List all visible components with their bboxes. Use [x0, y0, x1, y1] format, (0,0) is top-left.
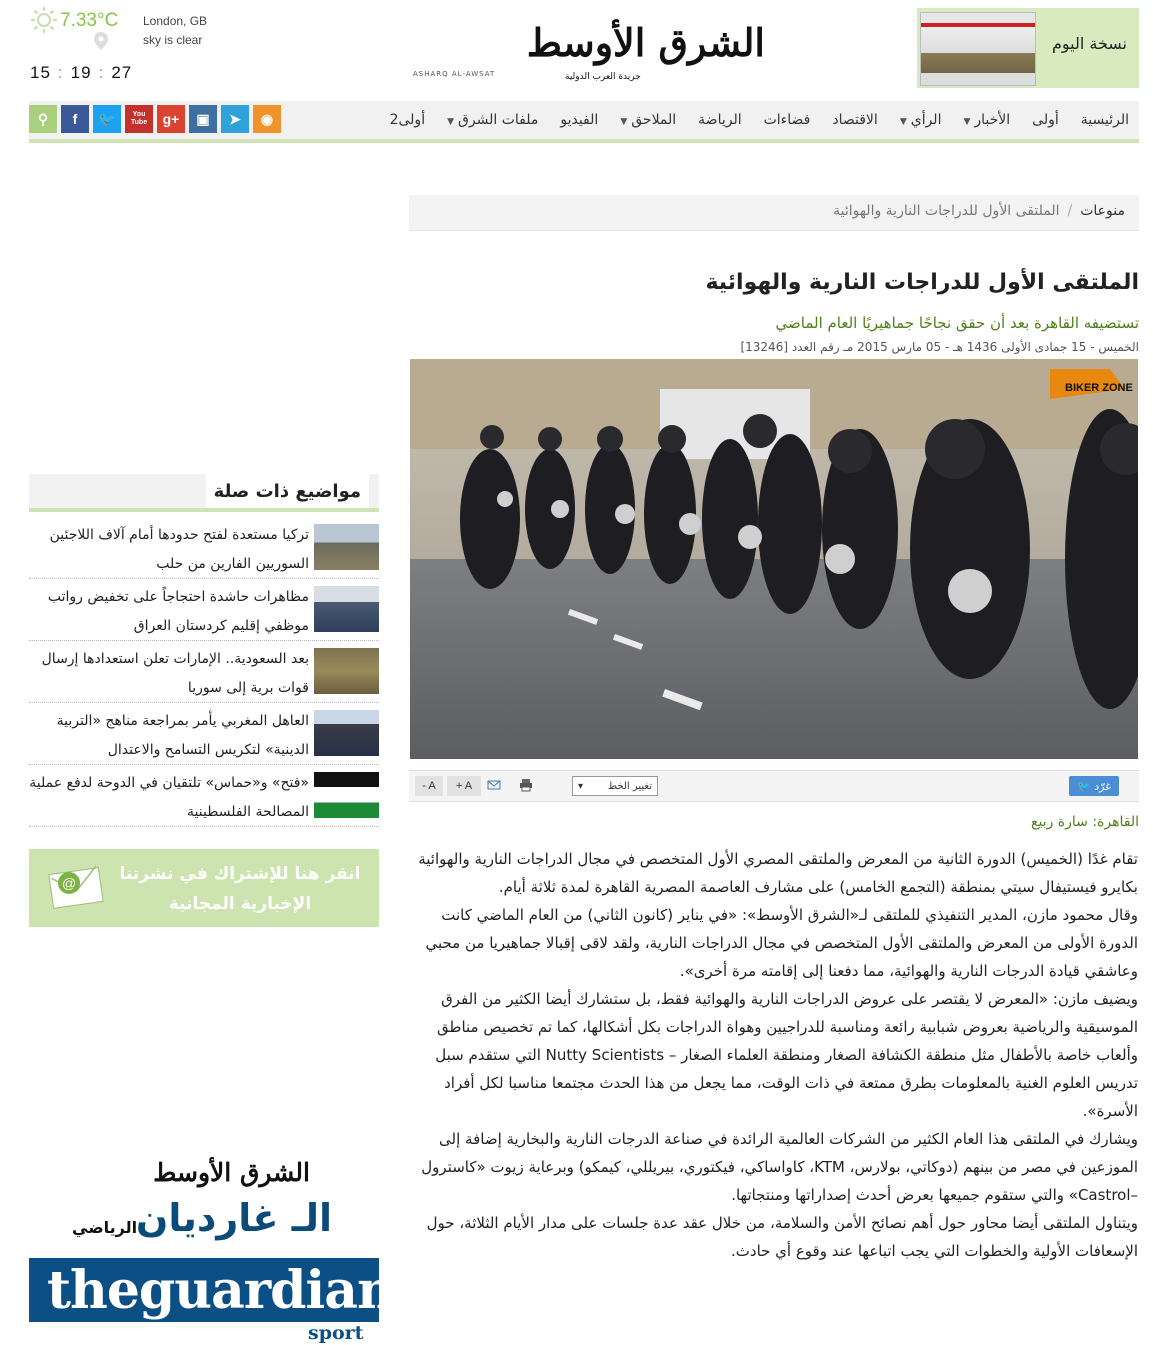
- nav-item-3[interactable]: [900, 112, 942, 128]
- email-icon[interactable]: [487, 778, 501, 792]
- nav-item-label: فضاءات: [763, 112, 811, 128]
- guardian-banner[interactable]: [29, 1258, 394, 1322]
- nav-item-label: الرأي: [910, 112, 942, 128]
- article-paragraph: ويتناول الملتقى أيضا محاور حول أهم نصائح الأمن والسلامة، من خلال عقد عدة جلسات على مدار الأيام الثلاثة، حول الإسعافات الأولية والخطوات التي يجب اتباعها عند وقوع أي حادث.: [426, 1214, 1138, 1260]
- related-item[interactable]: [29, 704, 379, 765]
- related-thumbnail: [314, 586, 379, 632]
- font-increase-button[interactable]: + A: [447, 776, 481, 796]
- nav-item-label: ملفات الشرق: [458, 112, 539, 128]
- clock-minutes: 19: [70, 63, 92, 82]
- location-pin-icon: [94, 32, 108, 50]
- edition-label: نسخة اليوم: [1051, 34, 1127, 53]
- font-select-label: تغيير الخط: [607, 780, 652, 792]
- tweet-label: غرّد: [1094, 779, 1111, 793]
- guardian-title-en: theguardian: [47, 1260, 394, 1321]
- article-paragraph: تقام غدًا (الخميس) الدورة الثانية من المعرض والملتقى المصري الأول المتخصص في مجال الدراجات النارية والهوائية بكايرو فيستيفال سيتي بمنطقة (التجمع الخامس) على مشارف العاصمة المصرية القاهرة لمدة ثلاثة أيام.: [418, 850, 1138, 896]
- article-paragraph: وقال محمود مازن، المدير التنفيذي للملتقى لـ«الشرق الأوسط»: «في يناير (كانون الثاني) من العام الماضي كانت الدورة الأولى من المعرض والملتقى الأول المتخصص في مجال الدراجات النارية، ولقد لاقى إقبالا جماهيريا من محبي وعاشقي قيادة الدرجات النارية والهوائية، مما دفعنا إلى إقامته مرة أخرى».: [425, 906, 1138, 980]
- article-dateline: الخميس - 15 جمادى الأولى 1436 هـ - 05 مارس 2015 مـ رقم العدد [13246]: [740, 340, 1139, 354]
- related-list: [29, 518, 379, 828]
- logo-arabic: الشرق الأوسط: [526, 20, 765, 65]
- related-title: «فتح» و«حماس» تلتقيان في الدوحة لدفع عملية المصالحة الفلسطينية: [29, 775, 309, 820]
- logo-tagline: جريدة العرب الدولية: [565, 72, 641, 82]
- nav-item-label: الملاحق: [631, 112, 677, 128]
- guardian-arabic-title: [72, 1196, 332, 1256]
- twitter-icon[interactable]: 🐦: [93, 105, 121, 133]
- breadcrumb-section[interactable]: منوعات: [1080, 203, 1125, 219]
- font-select[interactable]: [572, 776, 658, 796]
- related-item[interactable]: [29, 642, 379, 703]
- caret-down-icon: ▼: [899, 117, 907, 127]
- nav-item-10[interactable]: [390, 112, 426, 128]
- nav-item-label: الفيديو: [560, 112, 599, 128]
- search-icon[interactable]: ⚲: [29, 105, 57, 133]
- sun-icon: [30, 6, 58, 34]
- related-thumbnail: [314, 524, 379, 570]
- nav-items: [368, 101, 1129, 139]
- rss-icon[interactable]: ◉: [253, 105, 281, 133]
- related-item[interactable]: [29, 518, 379, 579]
- guardian-sport-en: sport: [308, 1322, 364, 1344]
- logo-english: ASHARQ AL-AWSAT: [413, 70, 496, 78]
- nav-item-label: أولى: [1032, 112, 1059, 128]
- nav-item-label: الأخبار: [974, 112, 1011, 128]
- article-toolbar: [409, 770, 1139, 802]
- nav-item-label: أولى2: [389, 112, 426, 128]
- nav-item-label: الرياضة: [698, 112, 742, 128]
- clock-hours: 15: [30, 63, 51, 82]
- nav-item-6[interactable]: [698, 112, 741, 128]
- social-buttons: [29, 105, 281, 133]
- related-thumbnail: [314, 710, 379, 756]
- nav-item-7[interactable]: [620, 112, 676, 128]
- newsletter-text: انقر هنا للإشتراك في نشرتنا الإخبارية المجانية: [119, 864, 361, 914]
- weather-city: London, GB: [143, 14, 208, 28]
- related-thumbnail: [314, 772, 379, 818]
- print-icon[interactable]: [519, 778, 533, 792]
- related-title: مظاهرات حاشدة احتجاجاً على تخفيض رواتب موظفي إقليم كردستان العراق: [47, 589, 309, 634]
- site-logo[interactable]: [405, 20, 765, 84]
- guardian-partner-logo[interactable]: [100, 1158, 310, 1194]
- nav-item-4[interactable]: [832, 112, 877, 128]
- clock: 15 : 19 : 27: [30, 63, 133, 82]
- related-item[interactable]: [29, 766, 379, 827]
- todays-edition[interactable]: [917, 8, 1139, 88]
- nav-item-0[interactable]: [1081, 112, 1129, 128]
- svg-text:@: @: [62, 875, 77, 891]
- twitter-bird-icon: 🐦: [1077, 779, 1091, 793]
- nav-item-label: الرئيسية: [1080, 112, 1129, 128]
- nav-item-label: الاقتصاد: [832, 112, 878, 128]
- instagram-icon[interactable]: ▣: [189, 105, 217, 133]
- article-body: [412, 845, 1138, 1265]
- caret-down-icon: ▼: [963, 117, 971, 127]
- related-title: العاهل المغربي يأمر بمراجعة مناهج «التربية الدينية» لتكريس التسامح والاعتدال: [56, 713, 309, 758]
- googleplus-icon[interactable]: g+: [157, 105, 185, 133]
- telegram-icon[interactable]: ➤: [221, 105, 249, 133]
- related-heading-bar: [29, 474, 379, 512]
- envelope-icon: [47, 861, 105, 913]
- photo-badge: BIKER ZONE: [1065, 382, 1133, 394]
- weather-condition: sky is clear: [143, 33, 203, 47]
- related-title: بعد السعودية.. الإمارات تعلن استعدادها إرسال قوات برية إلى سوريا: [41, 651, 309, 696]
- nav-item-5[interactable]: [764, 112, 811, 128]
- partner-logo-arabic: الشرق الأوسط: [153, 1158, 310, 1187]
- chevron-down-icon: ▾: [578, 780, 584, 792]
- facebook-icon[interactable]: f: [61, 105, 89, 133]
- article-subtitle: تستضيفه القاهرة بعد أن حقق نجاحًا جماهيريًا العام الماضي: [775, 314, 1139, 332]
- caret-down-icon: ▼: [447, 117, 455, 127]
- main-nav: [29, 101, 1139, 143]
- tweet-button[interactable]: [1069, 776, 1119, 796]
- clock-seconds: 27: [111, 63, 133, 82]
- temperature: 7.33°C: [60, 10, 119, 31]
- breadcrumb: [409, 195, 1139, 231]
- font-decrease-button[interactable]: - A: [415, 776, 443, 796]
- motorcycle-riders-image: [410, 359, 1138, 759]
- breadcrumb-current: الملتقى الأول للدراجات النارية والهوائية: [833, 203, 1060, 219]
- nav-item-8[interactable]: [560, 112, 598, 128]
- related-thumbnail: [314, 648, 379, 694]
- article-author: القاهرة: سارة ربيع: [1031, 814, 1139, 830]
- article-paragraph: ويضيف مازن: «المعرض لا يقتصر على عروض الدراجات النارية والهوائية فقط، بل ستشارك أيضا الكثير من الفرق الموسيقية والرياضية بعروض شبابية رائعة ومناسبة للدراجيين وهواة الدراجات بكل أشكالها، كما تم تخصيص مناطق وألعاب خاصة بالأطفال مثل منطقة الكشافة الصغار ومنطقة العلماء الصغار – Nutty Scientists التي ستقدم سبل تدريس العلوم الغنية بالمعلومات بطرق ممتعة في ذات الوقت، مما يجعل من هذا الحدث مجتمعا مناسبا لكل أفراد الأسرة».: [435, 990, 1138, 1120]
- youtube-icon[interactable]: You Tube: [125, 105, 153, 133]
- article-paragraph: ويشارك في الملتقى هذا العام الكثير من الشركات العالمية الرائدة في صناعة الدرجات النارية والبخارية إضافة إلى الموزعين في مصر من بينهم (دوكاتي، بولارس، KTM، كاواساكي، فيكتوري، بيريللي، كيمكو) وبرعاية زيوت «كاسترول –Castrol» والتي ستقوم جميعها بعرض أحدث إصداراتها ومنتجاتها.: [421, 1130, 1138, 1204]
- article-title: الملتقى الأول للدراجات النارية والهوائية: [705, 270, 1139, 295]
- edition-thumbnail: [920, 12, 1036, 86]
- nav-item-9[interactable]: [447, 112, 538, 128]
- newsletter-banner[interactable]: [29, 849, 379, 927]
- related-item[interactable]: [29, 580, 379, 641]
- guardian-sport-ar: الرياضي: [72, 1218, 138, 1237]
- related-title: تركيا مستعدة لفتح حدودها أمام آلاف اللاجئين السوريين الفارين من حلب: [49, 527, 309, 572]
- breadcrumb-separator: /: [1067, 203, 1073, 219]
- guardian-title-ar: الـ غارديان: [135, 1196, 332, 1240]
- related-heading: مواضيع ذات صلة: [206, 474, 369, 508]
- article-photo: [410, 359, 1138, 759]
- nav-item-2[interactable]: [963, 112, 1010, 128]
- nav-item-1[interactable]: [1032, 112, 1059, 128]
- caret-down-icon: ▼: [620, 117, 628, 127]
